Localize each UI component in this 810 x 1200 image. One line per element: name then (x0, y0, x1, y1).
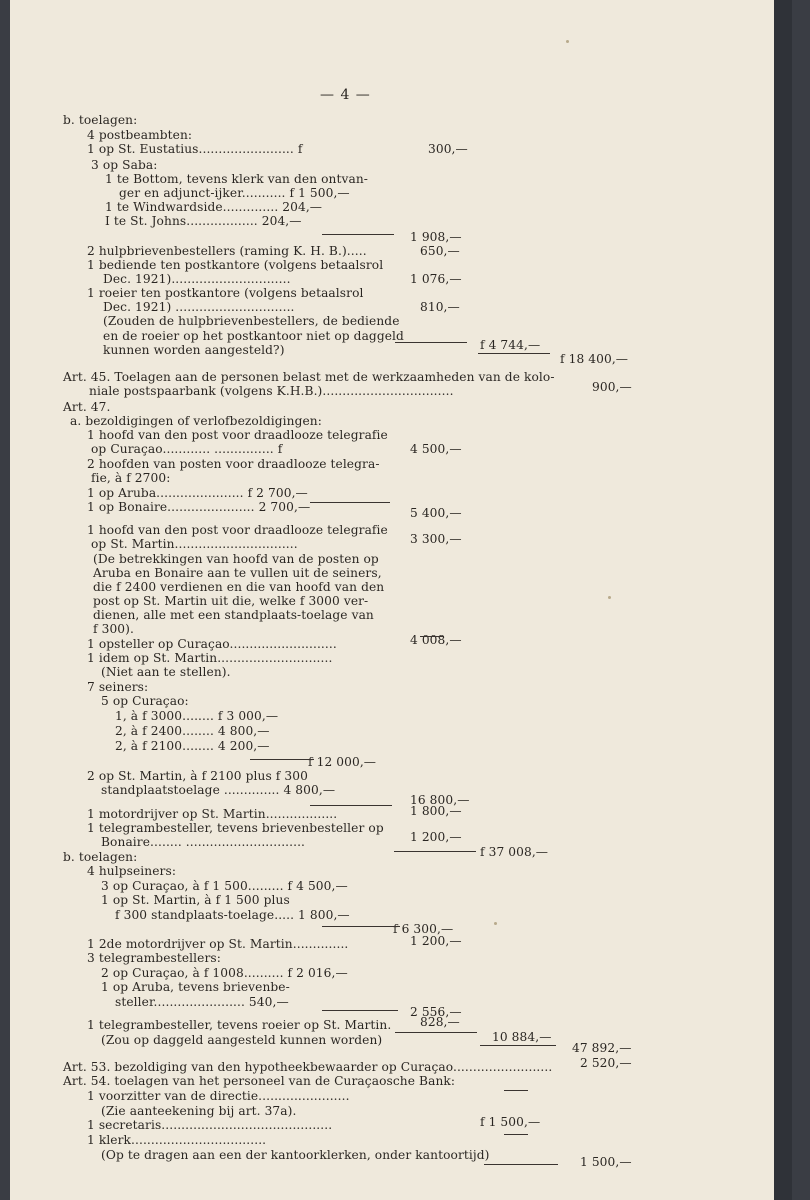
text-line: 1 500,— (580, 1155, 632, 1169)
text-line: 2 hoofden van posten voor draadlooze telegra- (87, 457, 380, 471)
text-line: Art. 47. (63, 400, 111, 414)
text-line: Bonaire........ .............................. (101, 835, 306, 849)
text-line: 10 884,— (492, 1030, 552, 1044)
blank-amount-rule (504, 1090, 528, 1091)
text-line: 3 op Saba: (91, 158, 158, 172)
text-line: f 12 000,— (308, 755, 377, 769)
text-line: 1 voorzitter van de directie....................... (87, 1089, 350, 1103)
text-line: 4 hulpseiners: (87, 864, 177, 878)
text-line: 300,— (428, 142, 468, 156)
subtotal-rule (322, 926, 400, 927)
text-line: 2 hulpbrievenbestellers (raming K. H. B.)..... (87, 244, 367, 258)
text-line: Art. 45. Toelagen aan de personen belast met de werkzaamheden van de kolo- (63, 370, 555, 384)
subtotal-rule (250, 759, 314, 760)
text-line: 1 roeier ten postkantore (volgens betaalsrol (87, 286, 364, 300)
text-line: 7 seiners: (87, 680, 149, 694)
text-line: 1 hoofd van den post voor draadlooze telegrafie (87, 523, 388, 537)
text-line: dienen, alle met een standplaats-toelage van (93, 608, 374, 622)
subtotal-rule (484, 1164, 558, 1165)
paper-speck (608, 596, 611, 599)
text-line: 3 op Curaçao, à f 1 500......... f 4 500,— (101, 879, 348, 893)
text-line: op St. Martin............................... (91, 537, 298, 551)
text-line: Dec. 1921).............................. (103, 272, 291, 286)
text-line: Aruba en Bonaire aan te vullen uit de seiners, (93, 566, 382, 580)
text-line: 1 op St. Eustatius........................ f (87, 142, 303, 156)
text-line: 1 hoofd van den post voor draadlooze telegrafie (87, 428, 388, 442)
subtotal-rule (395, 342, 467, 343)
text-line: 47 892,— (572, 1041, 632, 1055)
text-line: 1 800,— (410, 804, 462, 818)
text-line: 1, à f 3000........ f 3 000,— (115, 709, 279, 723)
subtotal-rule (322, 1010, 398, 1011)
paper-speck (566, 40, 569, 43)
text-line: 5 op Curaçao: (101, 694, 189, 708)
text-line: (Op te dragen aan een der kantoorklerken, onder kantoortijd) (101, 1148, 490, 1162)
page-number: — 4 — (320, 87, 371, 103)
text-line: a. bezoldigingen of verlofbezoldigingen: (70, 414, 322, 428)
text-line: 2, à f 2100........ 4 200,— (115, 739, 270, 753)
text-line: b. toelagen: (63, 850, 138, 864)
text-line: 1 200,— (410, 830, 462, 844)
text-line: 4 postbeambten: (87, 128, 193, 142)
text-line: kunnen worden aangesteld?) (103, 343, 285, 357)
text-line: die f 2400 verdienen en die van hoofd van den (93, 580, 385, 594)
subtotal-rule (420, 636, 444, 637)
text-line: (Zou op daggeld aangesteld kunnen worden) (101, 1033, 383, 1047)
text-line: f 6 300,— (393, 922, 454, 936)
text-line: 2 556,— (410, 1005, 462, 1019)
text-line: (Zie aanteekening bij art. 37a). (101, 1104, 297, 1118)
page-edge (774, 0, 792, 1200)
subtotal-rule (395, 1032, 477, 1033)
text-line: 1 op St. Martin, à f 1 500 plus (101, 893, 290, 907)
text-line: en de roeier op het postkantoor niet op daggeld (103, 329, 404, 343)
text-line: 3 telegrambestellers: (87, 951, 221, 965)
text-line: 4 008,— (410, 633, 462, 647)
text-line: f 18 400,— (560, 352, 629, 366)
text-line: b. toelagen: (63, 113, 138, 127)
text-line: 5 400,— (410, 506, 462, 520)
text-line: 1 op Aruba, tevens brievenbe- (101, 980, 290, 994)
text-line: 1 opsteller op Curaçao........................... (87, 637, 337, 651)
text-line: 1 te Bottom, tevens klerk van den ontvan- (105, 172, 369, 186)
text-line: Dec. 1921) .............................. (103, 300, 295, 314)
text-line: standplaatstoelage .............. 4 800,— (101, 783, 336, 797)
text-line: I te St. Johns.................. 204,— (105, 214, 302, 228)
text-line: 1 bediende ten postkantore (volgens betaalsrol (87, 258, 384, 272)
text-line: 1 2de motordrijver op St. Martin.............. (87, 937, 349, 951)
subtotal-rule (310, 502, 390, 503)
text-line: 2 op St. Martin, à f 2100 plus f 300 (87, 769, 308, 783)
text-line: 16 800,— (410, 793, 470, 807)
text-line: post op St. Martin uit die, welke f 3000 ver- (93, 594, 369, 608)
text-line: 650,— (420, 244, 460, 258)
text-line: 810,— (420, 300, 460, 314)
text-line: 1 op Bonaire...................... 2 700,— (87, 500, 311, 514)
text-line: (De betrekkingen van hoofd van de posten op (93, 552, 379, 566)
text-line: 1 idem op St. Martin............................. (87, 651, 333, 665)
text-line: op Curaçao............ ............... f (91, 442, 283, 456)
text-line: 2, à f 2400........ 4 800,— (115, 724, 270, 738)
subtotal-rule (480, 1045, 556, 1046)
text-line: 828,— (420, 1015, 460, 1029)
subtotal-rule (478, 353, 550, 354)
subtotal-rule (322, 234, 394, 235)
text-line: 1 200,— (410, 934, 462, 948)
text-line: (Zouden de hulpbrievenbestellers, de bediende (103, 314, 400, 328)
paper-speck (494, 922, 497, 925)
text-line: 1 076,— (410, 272, 462, 286)
subtotal-rule (310, 805, 392, 806)
text-line: 4 500,— (410, 442, 462, 456)
text-line: 900,— (592, 380, 632, 394)
blank-amount-rule (504, 1134, 528, 1135)
subtotal-rule (394, 851, 476, 852)
text-line: f 300). (93, 622, 134, 636)
text-line: 1 telegrambesteller, tevens brievenbesteller op (87, 821, 384, 835)
text-line: 1 klerk.................................. (87, 1133, 267, 1147)
text-line: f 4 744,— (480, 338, 541, 352)
text-line: 1 op Aruba...................... f 2 700,— (87, 486, 308, 500)
text-line: 1 te Windwardside.............. 204,— (105, 200, 323, 214)
text-line: f 37 008,— (480, 845, 549, 859)
text-line: 1 motordrijver op St. Martin.................. (87, 807, 338, 821)
text-line: f 1 500,— (480, 1115, 541, 1129)
text-line: niale postspaarbank (volgens K.H.B.)................................. (89, 384, 454, 398)
text-line: 1 908,— (410, 230, 462, 244)
text-line: 1 telegrambesteller, tevens roeier op St. Martin. (87, 1018, 392, 1032)
text-line: Art. 53. bezoldiging van den hypotheekbewaarder op Curaçao......................... (63, 1060, 553, 1074)
text-line: f 300 standplaats-toelage..... 1 800,— (115, 908, 350, 922)
text-line: 2 op Curaçao, à f 1008.......... f 2 016,— (101, 966, 348, 980)
text-line: Art. 54. toelagen van het personeel van de Curaçaosche Bank: (63, 1074, 456, 1088)
text-line: 2 520,— (580, 1056, 632, 1070)
document-page (10, 0, 792, 1200)
text-line: 1 secretaris........................................... (87, 1118, 333, 1132)
text-line: steller....................... 540,— (115, 995, 289, 1009)
text-line: (Niet aan te stellen). (101, 665, 231, 679)
text-line: 3 300,— (410, 532, 462, 546)
text-line: ger en adjunct-ijker........... f 1 500,— (119, 186, 350, 200)
text-line: fie, à f 2700: (91, 471, 171, 485)
